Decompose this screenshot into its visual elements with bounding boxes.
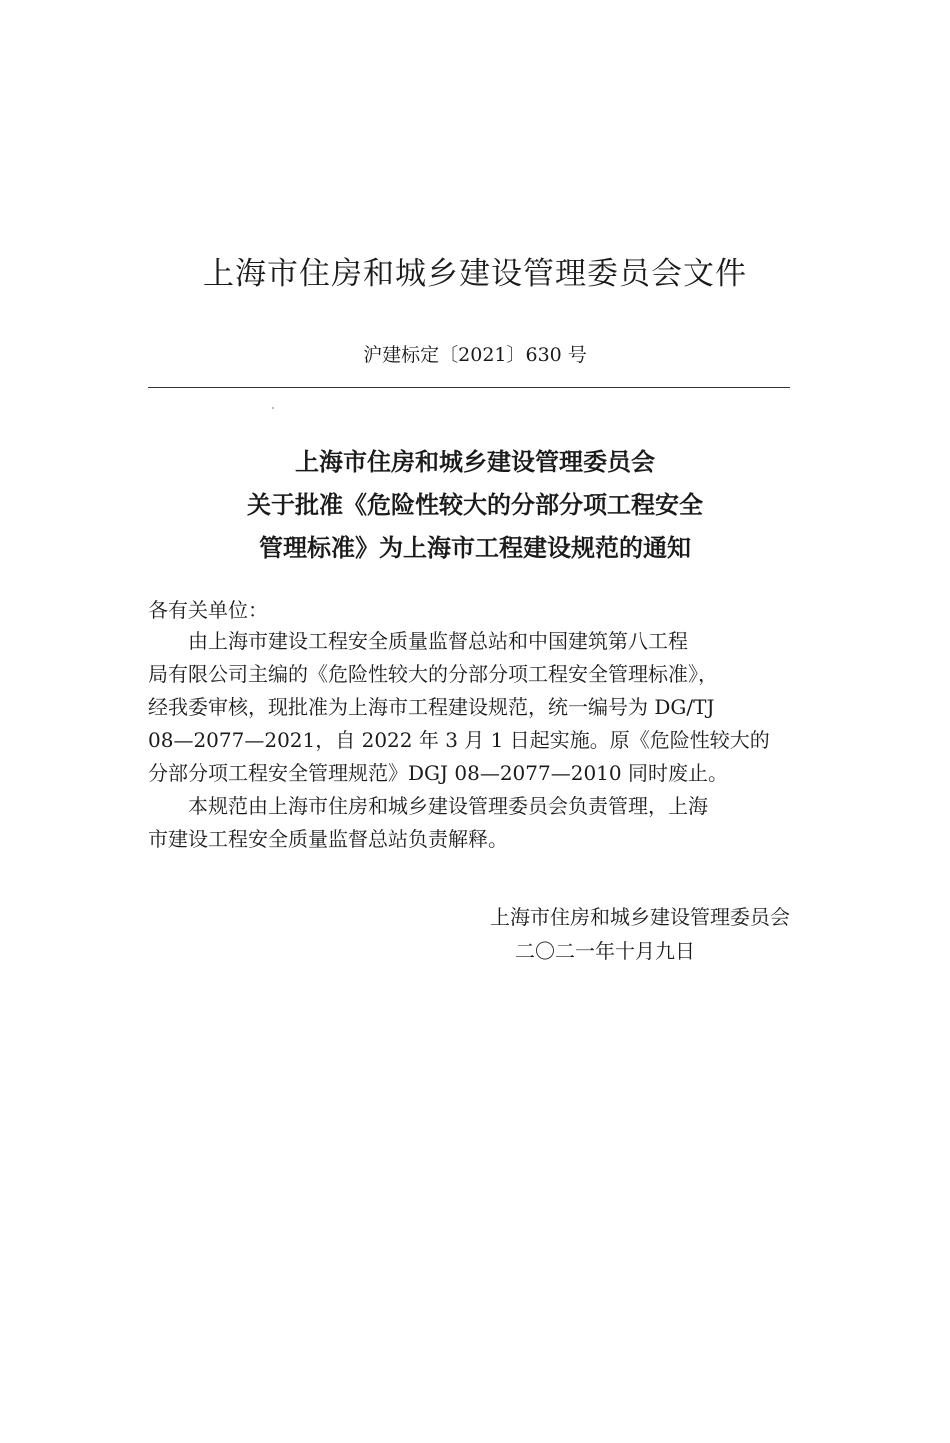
- signature-organization: 上海市住房和城乡建设管理委员会: [490, 905, 790, 929]
- paragraph-line: 局有限公司主编的《危险性较大的分部分项工程安全管理标准》，: [148, 662, 718, 686]
- notice-body: [148, 625, 792, 856]
- issuer-header: 上海市住房和城乡建设管理委员会文件: [203, 256, 747, 292]
- title-line: 上海市住房和城乡建设管理委员会: [295, 448, 655, 476]
- paragraph-line: 08—2077—2021，自 2022 年 3 月 1 日起实施。原《危险性较大的: [148, 728, 770, 752]
- title-line: 关于批准《危险性较大的分部分项工程安全: [247, 491, 703, 519]
- document-number: 沪建标定〔2021〕630 号: [363, 344, 587, 366]
- salutation: 各有关单位：: [148, 598, 268, 622]
- notice-title: [0, 441, 950, 570]
- paragraph-line: 由上海市建设工程安全质量监督总站和中国建筑第八工程: [188, 629, 688, 653]
- paragraph-line: 经我委审核，现批准为上海市工程建设规范，统一编号为 DG/TJ: [148, 695, 715, 719]
- title-line: 管理标准》为上海市工程建设规范的通知: [259, 534, 691, 562]
- scan-speck: [272, 407, 274, 409]
- paragraph-line: 分部分项工程安全管理规范》DGJ 08—2077—2010 同时废止。: [148, 761, 728, 785]
- paragraph-line: 市建设工程安全质量监督总站负责解释。: [148, 827, 508, 851]
- header-divider: [148, 387, 790, 388]
- signature-date: 二〇二一年十月九日: [515, 939, 695, 963]
- paragraph-line: 本规范由上海市住房和城乡建设管理委员会负责管理，上海: [188, 794, 708, 818]
